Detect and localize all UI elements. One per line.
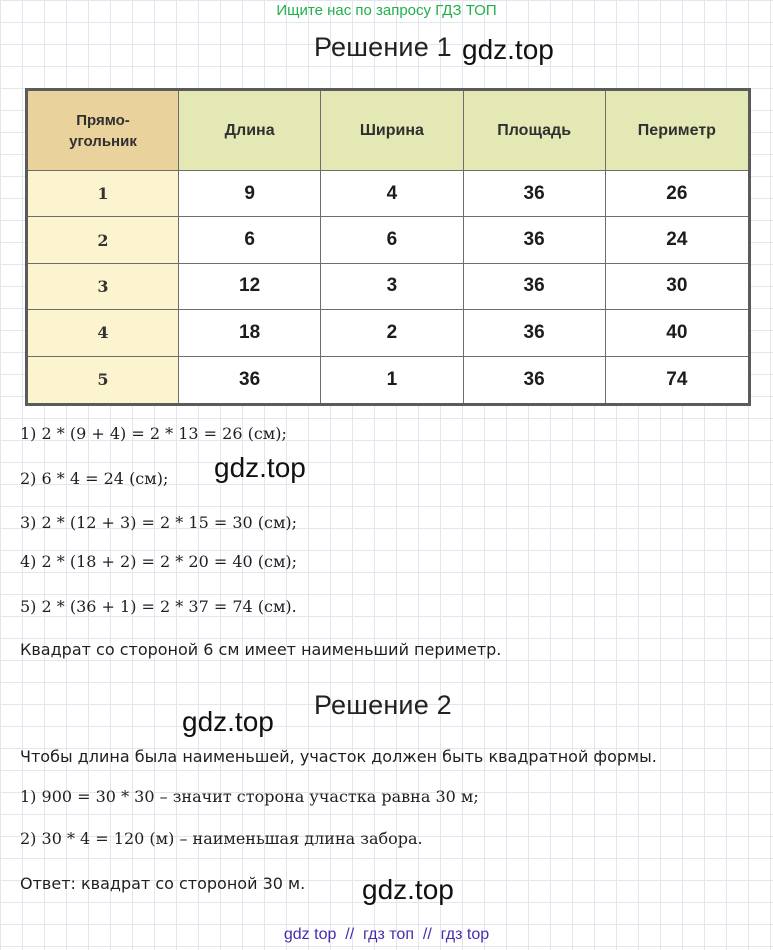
perimeter-cell: 74 bbox=[666, 368, 688, 390]
length-cell: 9 bbox=[179, 171, 321, 217]
header-width: Ширина bbox=[321, 91, 463, 171]
calculation-line: 2) 6 * 4 = 24 (см); bbox=[20, 469, 169, 488]
watermark: gdz.top bbox=[462, 34, 554, 65]
perimeter-cell: 30 bbox=[606, 264, 748, 310]
length-cell: 12 bbox=[179, 264, 321, 310]
calculation-line: 1) 900 = 30 * 30 – значит сторона участка равна 30 м; bbox=[20, 787, 479, 806]
width-cell: 1 bbox=[321, 357, 463, 403]
watermark: gdz.top bbox=[182, 706, 274, 737]
width-cell: 3 bbox=[321, 264, 463, 310]
length-cell: 6 bbox=[179, 217, 321, 263]
conclusion-text: Квадрат со стороной 6 см имеет наименьший периметр. bbox=[20, 640, 502, 659]
perimeter-cell: 40 bbox=[606, 310, 748, 356]
width-cell: 4 bbox=[321, 171, 463, 217]
perimeter-cell: 24 bbox=[606, 217, 748, 263]
row-index: 4 bbox=[28, 310, 179, 356]
width-cell: 2 bbox=[321, 310, 463, 356]
rectangles-table bbox=[25, 88, 751, 406]
footer-links[interactable]: gdz top // гдз топ // гдз top bbox=[283, 926, 490, 943]
calculation-line: 4) 2 * (18 + 2) = 2 * 20 = 40 (см); bbox=[20, 552, 298, 571]
solution-1-title: Решение 1 bbox=[314, 32, 452, 62]
perimeter-cell: 26 bbox=[606, 171, 748, 217]
row-index: 2 bbox=[28, 217, 179, 263]
row-index: 3 bbox=[28, 264, 179, 310]
header-area: Площадь bbox=[464, 91, 606, 171]
length-cell: 18 bbox=[179, 310, 321, 356]
intro-text: Чтобы длина была наименьшей, участок должен быть квадратной формы. bbox=[20, 747, 657, 766]
header-length: Длина bbox=[179, 91, 321, 171]
area-cell: 36 bbox=[464, 217, 606, 263]
search-hint-link[interactable]: Ищите нас по запросу ГДЗ ТОП bbox=[276, 2, 497, 19]
header-perimeter: Периметр bbox=[606, 91, 748, 171]
calculation-line: 1) 2 * (9 + 4) = 2 * 13 = 26 (см); bbox=[20, 424, 287, 443]
calculation-line: 5) 2 * (36 + 1) = 2 * 37 = 74 (см). bbox=[20, 597, 297, 616]
calculation-line: 2) 30 * 4 = 120 (м) – наименьшая длина забора. bbox=[20, 829, 423, 848]
row-index: 1 bbox=[28, 171, 179, 217]
watermark: gdz.top bbox=[362, 874, 454, 905]
area-cell: 36 bbox=[464, 171, 606, 217]
solution-2-title: Решение 2 bbox=[314, 690, 452, 720]
area-cell: 36 bbox=[464, 310, 606, 356]
calculation-line: 3) 2 * (12 + 3) = 2 * 15 = 30 (см); bbox=[20, 513, 298, 532]
answer-text: Ответ: квадрат со стороной 30 м. bbox=[20, 874, 306, 893]
watermark: gdz.top bbox=[214, 452, 306, 483]
area-cell: 36 bbox=[464, 357, 606, 403]
length-cell: 36 bbox=[179, 357, 321, 403]
row-index: 5 bbox=[28, 357, 179, 403]
header-rectangle: Прямо- угольник bbox=[28, 91, 179, 171]
width-cell: 6 bbox=[321, 217, 463, 263]
area-cell: 36 bbox=[464, 264, 606, 310]
